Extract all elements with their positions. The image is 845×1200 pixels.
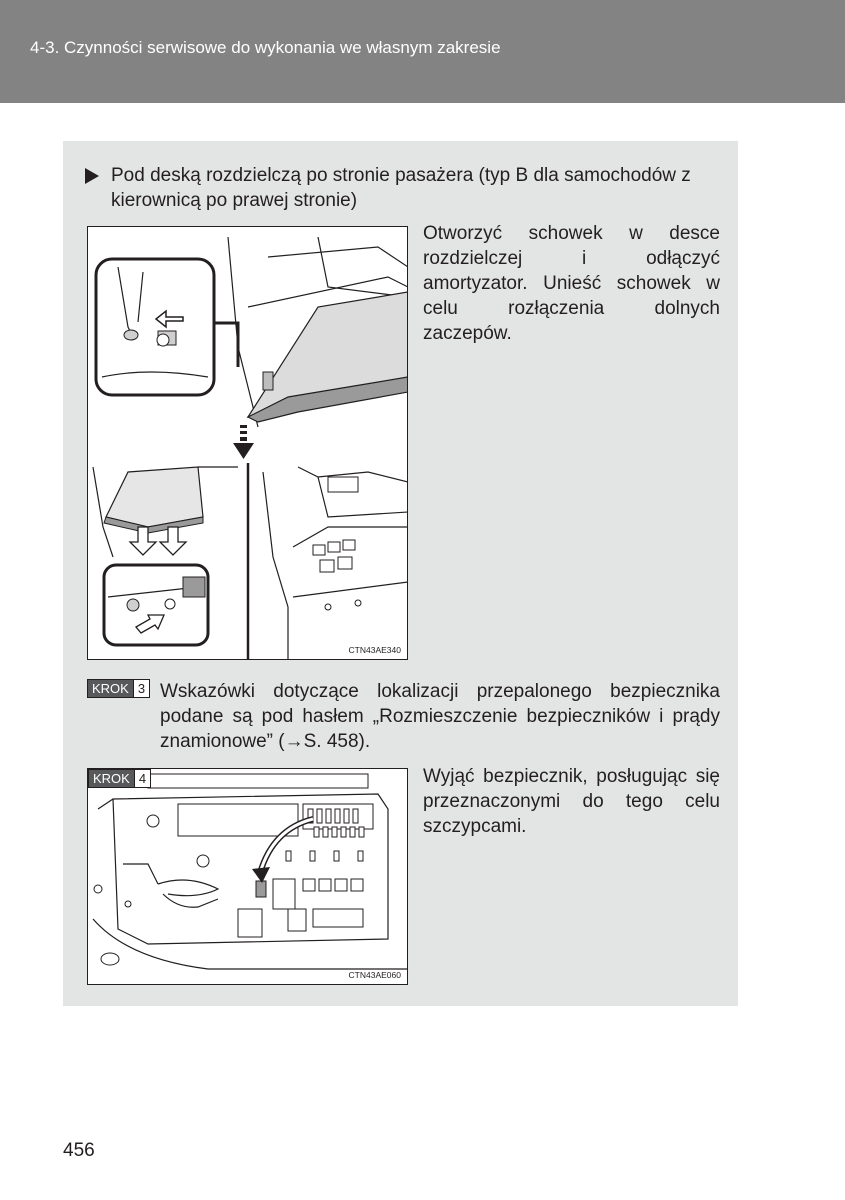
figure1-instructions: Otworzyć schowek w desce rozdzielczej i odłączyć amortyzator. Unieść schowek w celu rozłączenia dolnych zaczepów. [423, 223, 720, 344]
fuse-box-drawing [88, 769, 408, 985]
figure-code: CTN43AE060 [348, 970, 401, 980]
step-4-badge [88, 769, 151, 788]
glovebox-drawing [88, 227, 408, 660]
triangle-bullet-icon [85, 168, 99, 184]
section-title: 4-3. Czynności serwisowe do wykonania we własnym zakresie [30, 38, 501, 57]
glovebox-illustration [87, 226, 408, 660]
content-panel [63, 141, 738, 1006]
step-label: KROK [87, 679, 134, 698]
step-4-text: Wyjąć bezpiecznik, posługując się przeznaczonymi do tego celu szczypcami. [423, 766, 720, 837]
step-label: KROK [88, 769, 135, 788]
step-number: 4 [135, 769, 151, 788]
page-number: 456 [63, 1140, 95, 1161]
step-3-badge [87, 679, 150, 698]
page-header [0, 0, 845, 103]
figure-code: CTN43AE340 [348, 645, 401, 655]
step-3-text: Wskazówki dotyczące lokalizacji przepalonego bezpiecznika podane są pod hasłem „Rozmieszczenie bezpieczników i prądy znamionowe” (→S. 458). [160, 681, 720, 752]
fuse-box-illustration [87, 768, 408, 985]
step-number: 3 [134, 679, 150, 698]
bullet-heading [85, 163, 725, 213]
bullet-heading-text: Pod deską rozdzielczą po stronie pasażera (typ B dla samochodów z kierownicą po prawej stronie) [111, 165, 691, 211]
